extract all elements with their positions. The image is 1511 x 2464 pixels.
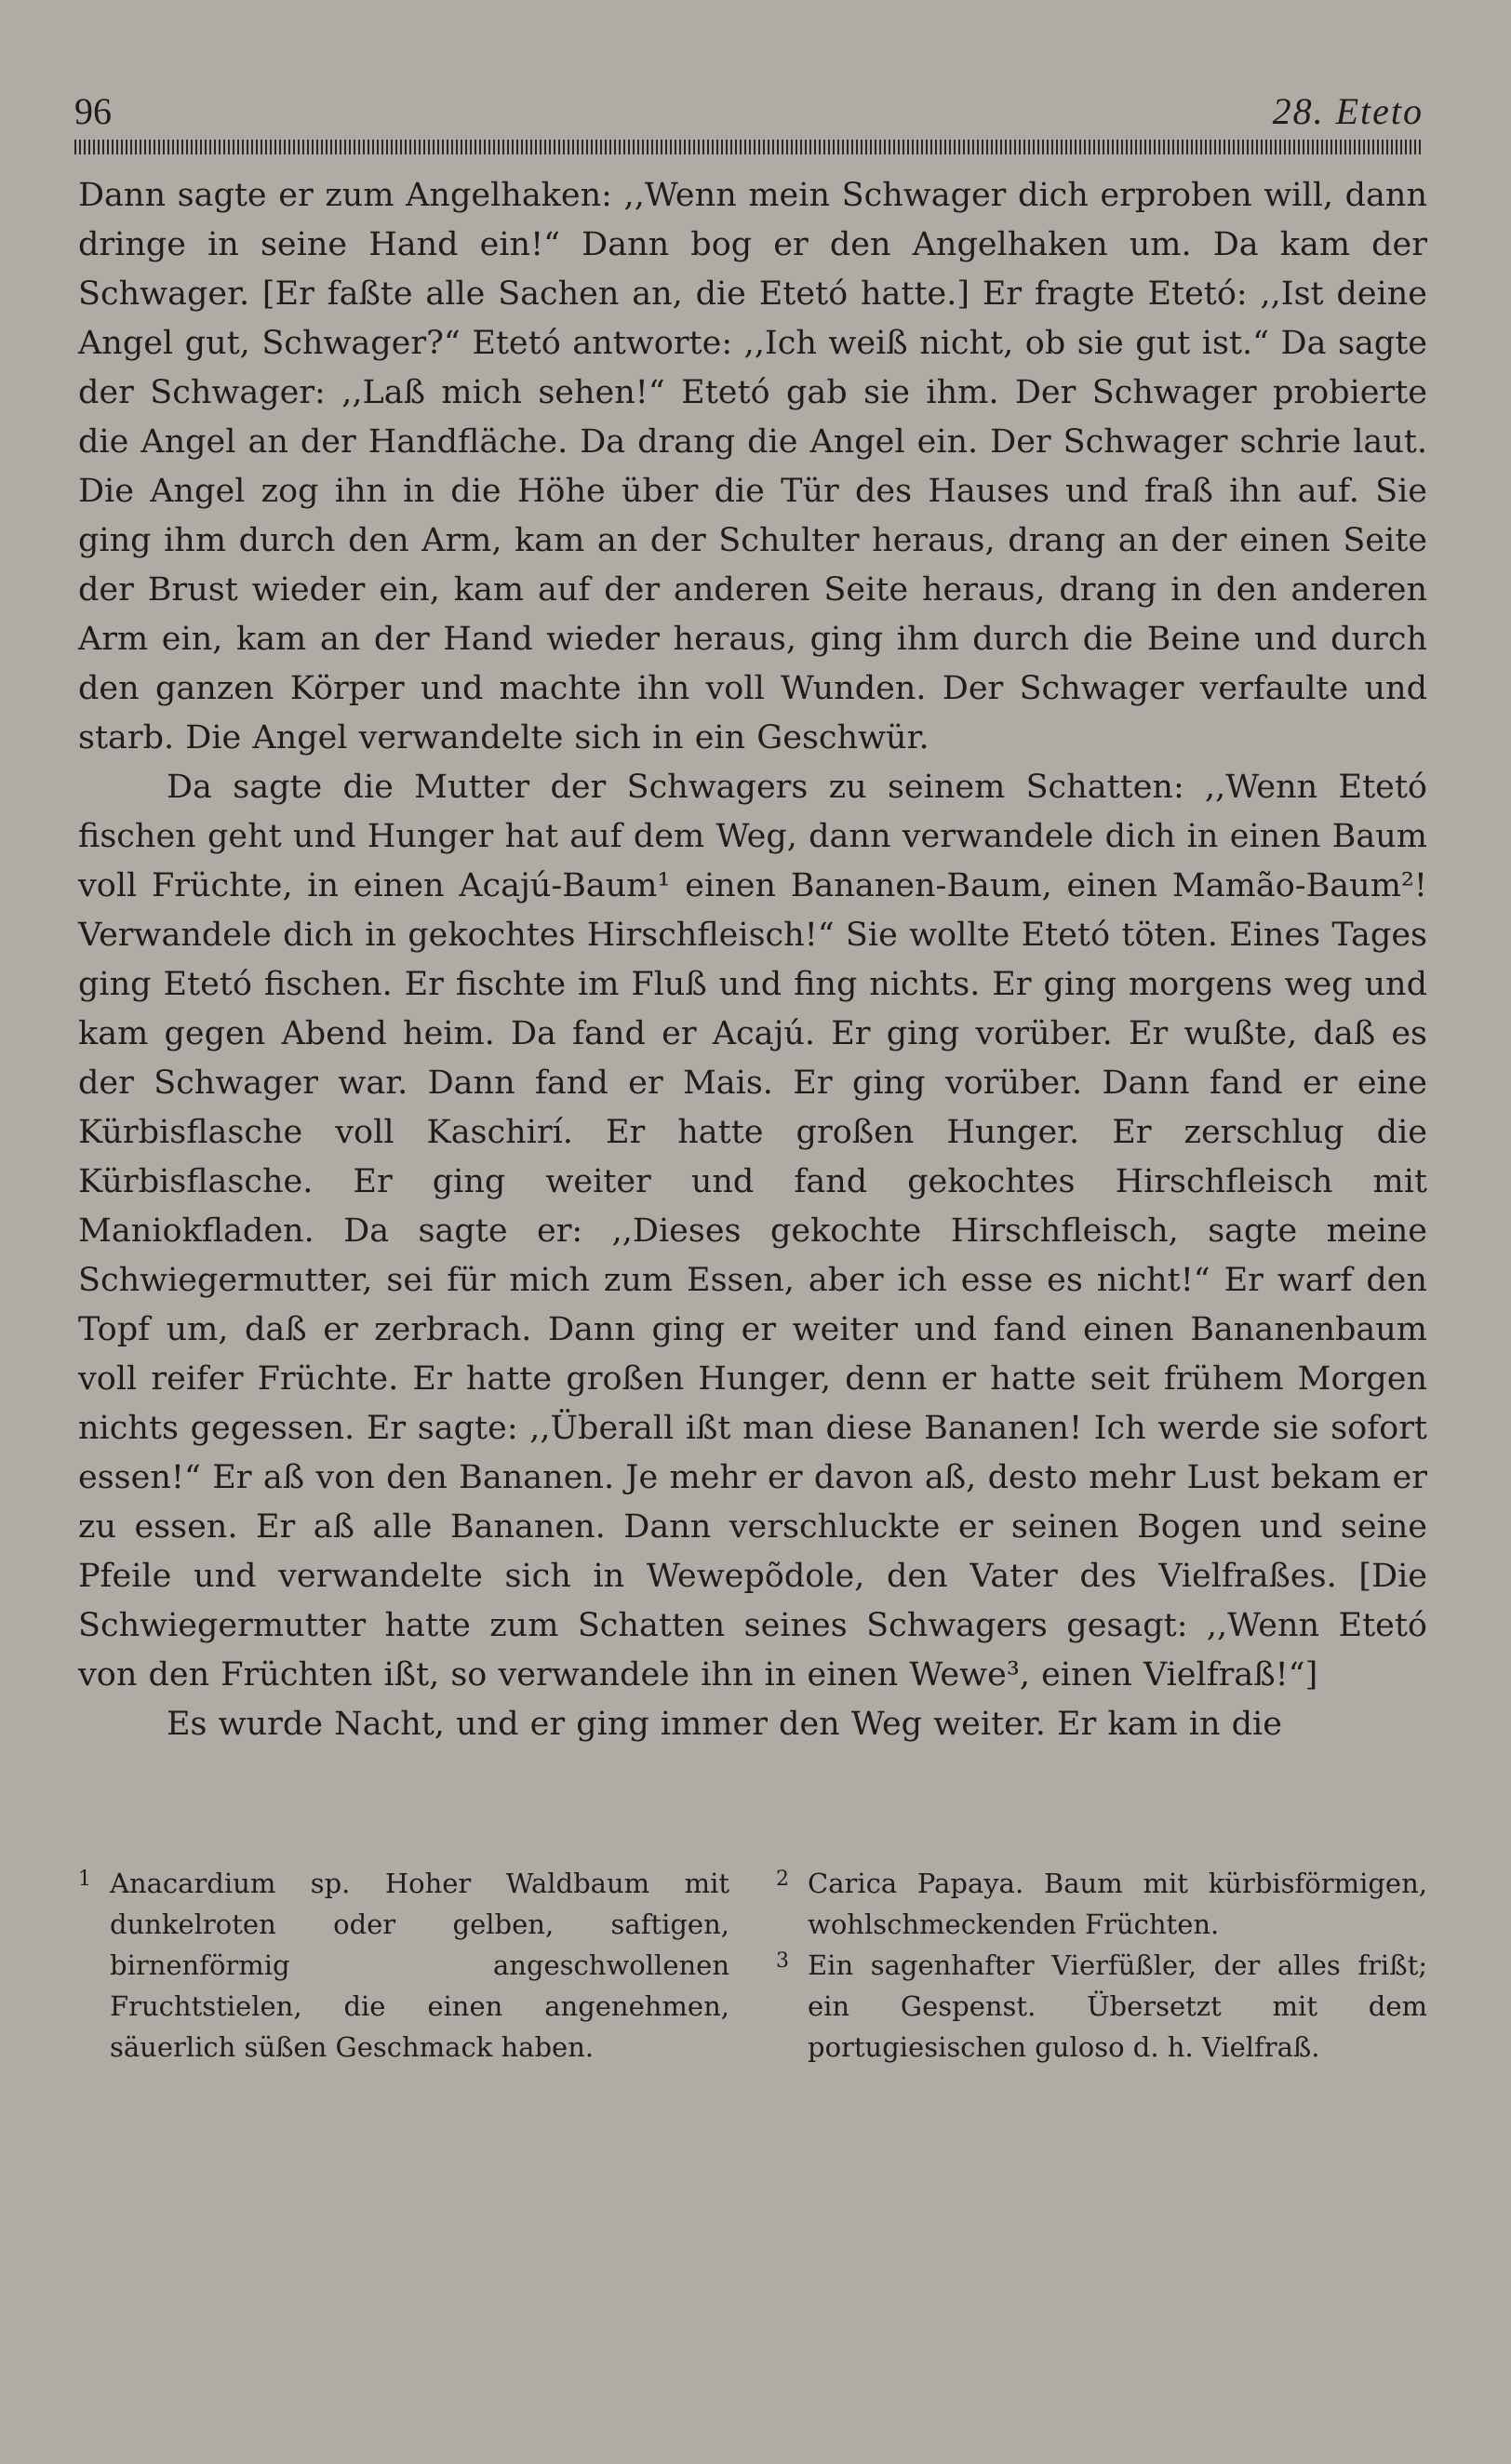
footnotes — [78, 1863, 1427, 2068]
footnote-text: Anacardium sp. Hoher Waldbaum mit dunkelroten oder gelben, saftigen, birnenförmig angeschwollenen Fruchtstielen, die einen angenehmen, säuerlich süßen Geschmack haben. — [110, 1868, 729, 2063]
paragraph: Dann sagte er zum Angelhaken: ,,Wenn mein Schwager dich erproben will, dann dringe in seine Hand ein!“ Dann bog er den Angelhaken um. Da kam der Schwager. [Er faßte alle Sachen an, die Etetó hatte.] Er fragte Etetó: ,,Ist deine Angel gut, Schwager?“ Etetó antworte: ,,Ich weiß nicht, ob sie gut ist.“ Da sagte der Schwager: ,,Laß mich sehen!“ Etetó gab sie ihm. Der Schwager probierte die Angel an der Handfläche. Da drang die Angel ein. Der Schwager schrie laut. Die Angel zog ihn in die Höhe über die Tür des Hauses und fraß ihn auf. Sie ging ihm durch den Arm, kam an der Schulter heraus, drang an der einen Seite der Brust wieder ein, kam auf der anderen Seite heraus, drang in den anderen Arm ein, kam an der Hand wieder heraus, ging ihm durch die Beine und durch den ganzen Körper und machte ihn voll Wunden. Der Schwager verfaulte und starb. Die Angel verwandelte sich in ein Geschwür. — [78, 177, 1427, 757]
paragraph: Da sagte die Mutter der Schwagers zu seinem Schatten: ,,Wenn Etetó fischen geht und Hunger hat auf dem Weg, dann verwandele dich in einen Baum voll Früchte, in einen Acajú-Baum¹ einen Bananen-Baum, einen Mamão-Baum²! Verwandele dich in gekochtes Hirschfleisch!“ Sie wollte Etetó töten. Eines Tages ging Etetó fischen. Er fischte im Fluß und fing nichts. Er ging morgens weg und kam gegen Abend heim. Da fand er Acajú. Er ging vorüber. Er wußte, daß es der Schwager war. Dann fand er Mais. Er ging vorüber. Dann fand er eine Kürbisflasche voll Kaschirí. Er hatte großen Hunger. Er zerschlug die Kürbisflasche. Er ging weiter und fand gekochtes Hirschfleisch mit Maniokfladen. Da sagte er: ,,Dieses gekochte Hirschfleisch, sagte meine Schwiegermutter, sei für mich zum Essen, aber ich esse es nicht!“ Er warf den Topf um, daß er zerbrach. Dann ging er weiter und fand einen Bananenbaum voll reifer Früchte. Er hatte großen Hunger, denn er hatte seit frühem Morgen nichts gegessen. Er sagte: ,,Überall ißt man diese Bananen! Ich werde sie sofort essen!“ Er aß von den Bananen. Je mehr er davon aß, desto mehr Lust bekam er zu essen. Er aß alle Bananen. Dann verschluckte er seinen Bogen und seine Pfeile und verwandelte sich in Wewepõdole, den Vater des Vielfraßes. [Die Schwiegermutter hatte zum Schatten seines Schwagers gesagt: ,,Wenn Etetó von den Früchten ißt, so verwandele ihn in einen Wewe³, einen Vielfraß!“] — [78, 769, 1427, 1694]
footnote-text: Carica Papaya. Baum mit kürbisförmigen, wohlschmeckenden Früchten. — [808, 1868, 1427, 1940]
footnote-column-right — [776, 1863, 1427, 2068]
footnote-mark: 1 — [78, 1868, 91, 1891]
footnote-text: Ein sagenhafter Vierfüßler, der alles frißt; ein Gespenst. Übersetzt mit dem portugiesischen guloso d. h. Vielfraß. — [808, 1949, 1427, 2063]
footnote — [78, 1863, 729, 2068]
footnote-mark: 3 — [776, 1949, 789, 1973]
body-text — [78, 171, 1427, 1749]
footnote-column-left — [78, 1863, 729, 2068]
paragraph: Es wurde Nacht, und er ging immer den Weg weiter. Er kam in die — [167, 1706, 1282, 1743]
header-rule — [74, 140, 1424, 154]
page-number: 96 — [74, 90, 112, 132]
footnote — [776, 1945, 1427, 2068]
running-header — [74, 87, 1424, 136]
footnote-mark: 2 — [776, 1868, 789, 1891]
chapter-title: 28. Eteto — [1272, 90, 1424, 132]
footnote — [776, 1863, 1427, 1945]
